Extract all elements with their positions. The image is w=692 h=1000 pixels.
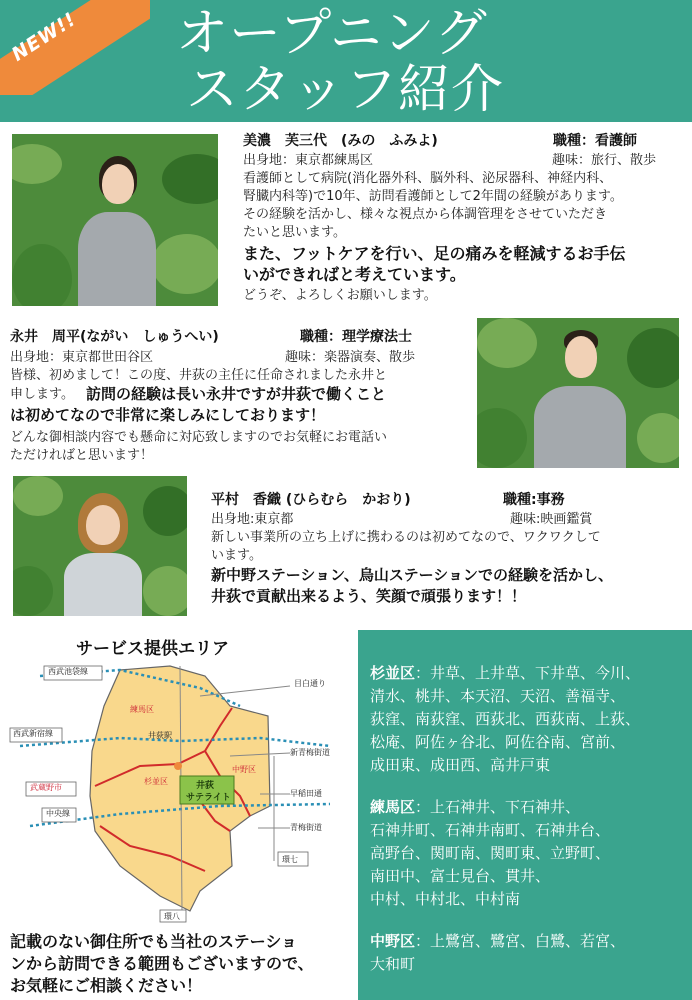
new-ribbon — [0, 0, 150, 95]
label-ome: 青梅街道 — [290, 823, 322, 832]
suginami-line: 清水、桃井、本天沼、天沼、善福寺、 — [370, 687, 626, 705]
staff2-hometown: 出身地：東京都世田谷区 — [10, 350, 154, 365]
label-suginami: 杉並区 — [144, 777, 168, 786]
staff3-photo — [13, 476, 187, 616]
staff2-photo — [477, 318, 679, 468]
staff1-role: 職種：看護師 — [553, 133, 637, 149]
staff1-text-line: その経験を活かし、様々な視点から体調管理をさせていただき — [243, 207, 608, 222]
staff3-role: 職種:事務 — [503, 492, 565, 508]
staff2-hobby: 趣味：楽器演奏、散歩 — [285, 350, 416, 365]
staff3-hobby: 趣味:映画鑑賞 — [510, 512, 593, 527]
note-line: お気軽にご相談ください！ — [10, 976, 203, 995]
label-satellite-1: 井荻 — [196, 781, 215, 791]
staff2-text-line: どんな御相談内容でも懸命に対応致しますのでお気軽にお電話い — [10, 430, 388, 445]
nakano-line: 中野区：上鷺宮、鷺宮、白鷺、若宮、 — [370, 932, 626, 950]
nerima-heading: 練馬区 — [370, 798, 416, 816]
page-title-line1: オープニング — [176, 4, 488, 64]
service-area-map — [0, 656, 350, 924]
staff3-name: 平村 香織 (ひらむら かおり) — [211, 492, 411, 508]
staff1-hobby: 趣味：旅行、散歩 — [552, 153, 657, 168]
staff1-bold-line: いができればと考えています。 — [243, 265, 466, 284]
suginami-line: 荻窪、南荻窪、西荻北、西荻南、上荻、 — [370, 710, 641, 728]
staff2-text-line: 皆様、初めまして！この度、井荻の主任に任命されました永井と — [10, 368, 388, 383]
staff2-bold-line: は初めてなので非常に楽しみにしております！ — [10, 406, 326, 424]
label-kan8: 環八 — [164, 912, 180, 921]
staff2-bold-line: 訪問の経験は長い永井ですが井荻で働くこと — [86, 385, 387, 403]
nerima-line: 石神井町、石神井南町、石神井台、 — [370, 821, 611, 839]
nerima-line: 中村、中村北、中村南 — [370, 890, 521, 908]
label-chuo: 中央線 — [46, 809, 70, 818]
staff1-bold-line: また、フットケアを行い、足の痛みを軽減するお手伝 — [243, 244, 626, 263]
staff1-hometown: 出身地：東京都練馬区 — [243, 153, 374, 168]
staff1-text-line: たいと思います。 — [243, 225, 346, 240]
staff2-role: 職種：理学療法士 — [300, 329, 412, 345]
label-mejiro: 目白通り — [294, 679, 326, 688]
note-line: 記載のない御住所でも当社のステーショ — [10, 932, 298, 951]
label-waseda: 早稲田通 — [290, 789, 322, 798]
label-nakano: 中野区 — [232, 765, 256, 774]
staff1-text-line: 看護師として病院(消化器外科、脳外科、泌尿器科、神経内科、 — [243, 171, 613, 186]
suginami-line: 松庵、阿佐ヶ谷北、阿佐谷南、宮前、 — [370, 733, 626, 751]
nerima-line: 南田中、富士見台、貫井、 — [370, 867, 551, 885]
staff3-bold-line: 井荻で貢献出来るよう、笑顔で頑張ります！！ — [211, 587, 527, 605]
nerima-line: 練馬区：上石神井、下石神井、 — [370, 798, 581, 816]
nakano-line: 大和町 — [370, 955, 416, 973]
suginami-line: 成田東、成田西、高井戸東 — [370, 756, 551, 774]
label-nerima: 練馬区 — [130, 705, 154, 714]
new-badge: NEW!! — [7, 8, 81, 66]
staff3-hometown: 出身地:東京都 — [211, 512, 294, 527]
staff2-name: 永井 周平(ながい しゅうへい) — [10, 329, 219, 345]
label-ogikubo-station: 井荻駅 — [148, 731, 172, 740]
label-kan7: 環七 — [282, 855, 298, 864]
nakano-heading: 中野区 — [370, 932, 416, 950]
label-seibu-shinjuku: 西武新宿線 — [13, 729, 53, 738]
label-shin-ome: 新青梅街道 — [290, 748, 330, 757]
note-line: ンから訪問できる範囲もございますので、 — [10, 954, 314, 973]
nerima-line: 高野台、関町南、関町東、立野町、 — [370, 844, 611, 862]
page-title-line2: スタッフ紹介 — [186, 60, 505, 120]
label-seibu-ikebukuro: 西武池袋線 — [48, 667, 88, 676]
staff3-bold-line: 新中野ステーション、烏山ステーションでの経験を活かし、 — [211, 566, 614, 584]
map-title: サービス提供エリア — [76, 639, 229, 659]
staff1-closing: どうぞ、よろしくお願いします。 — [243, 288, 437, 303]
staff2-text-line: 申します。 — [10, 387, 74, 402]
suginami-line: 杉並区：井草、上井草、下井草、今川、 — [370, 664, 641, 682]
station-marker — [174, 762, 182, 770]
staff2-text-line: ただければと思います！ — [10, 448, 154, 463]
staff1-name: 美濃 芙三代 (みの ふみよ) — [243, 133, 438, 149]
label-musashino: 武蔵野市 — [30, 783, 62, 792]
staff3-text-line: 新しい事業所の立ち上げに携わるのは初めてなので、ワクワクして — [211, 530, 601, 545]
staff1-photo — [12, 134, 218, 306]
staff1-text-line: 腎臓内科等)で10年、訪問看護師として2年間の経験があります。 — [243, 189, 623, 204]
staff3-text-line: います。 — [211, 548, 262, 563]
suginami-heading: 杉並区 — [370, 664, 416, 682]
label-satellite-2: サテライト — [186, 793, 231, 803]
